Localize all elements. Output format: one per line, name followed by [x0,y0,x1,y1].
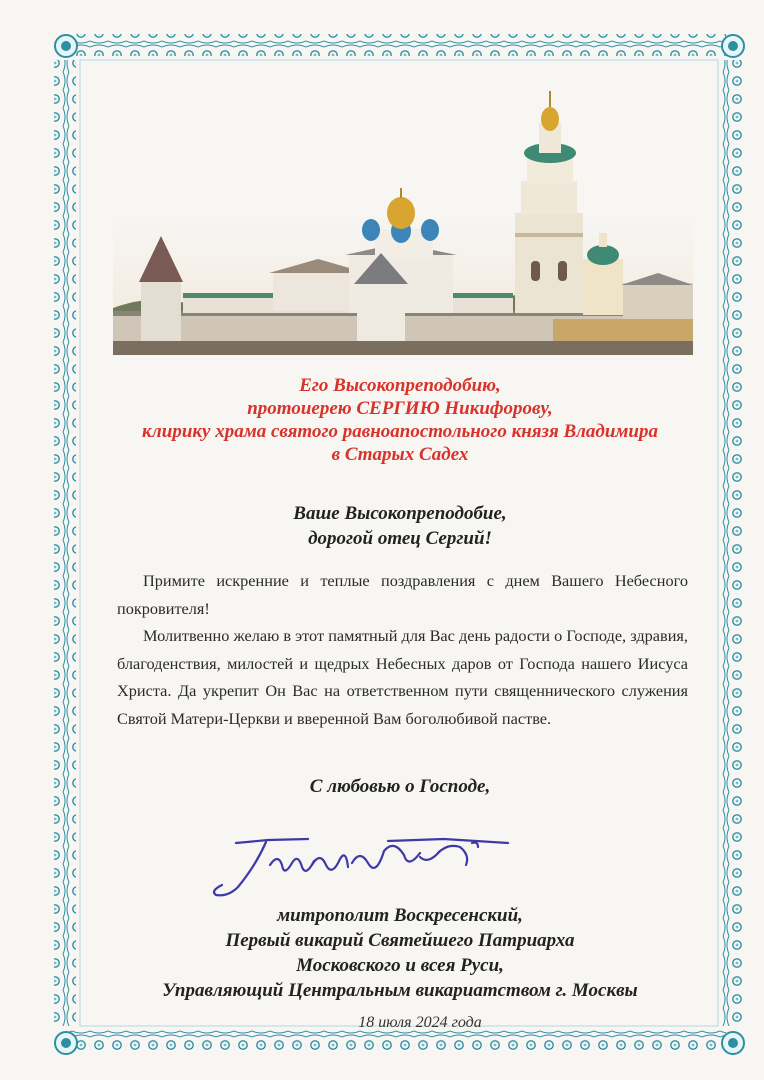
addressee-line: Его Высокопреподобию, [299,375,501,396]
corner-ornament-tl [55,35,77,57]
handwritten-signature [208,825,528,905]
corner-ornament-bl [55,1032,77,1054]
signer-line: митрополит Воскресенский, [277,905,523,926]
signer-line: Первый викарий Святейшего Патриарха [225,930,575,951]
salutation [100,501,700,551]
body-paragraph: Примите искренние и теплые поздравления с днем Вашего Небесного покровителя! [117,571,688,618]
signer-line: Управляющий Центральным викариатством г. Москвы [162,980,638,1001]
salutation-line: дорогой отец Сергий! [308,528,492,549]
addressee-line: клирику храма святого равноапостольного князя Владимира [142,421,658,442]
closing-line: С любовью о Господе, [309,776,491,797]
salutation-line: Ваше Высокопреподобие, [293,503,507,524]
addressee-line: протоиерею СЕРГИЮ Никифорову, [247,398,553,419]
letter-body [117,567,688,732]
corner-ornament-tr [722,35,744,57]
signer-block [100,903,700,1003]
signer-line: Московского и всея Руси, [296,955,504,976]
body-paragraph: Молитвенно желаю в этот памятный для Вас день радости о Господе, здравия, благоденствия, милостей и щедрых Небесных даров от Господа нашего Иисуса Христа. Да укрепит Он Вас на ответственном пути священнического служения Святой Матери-Церкви и вверенной Вам боголюбивой пастве. [117,626,688,728]
addressee-line: в Старых Садех [331,444,469,465]
letter-date: 18 июля 2024 года [358,1014,482,1031]
addressee-block [100,374,700,466]
monastery-illustration [113,83,693,355]
corner-ornament-br [722,1032,744,1054]
